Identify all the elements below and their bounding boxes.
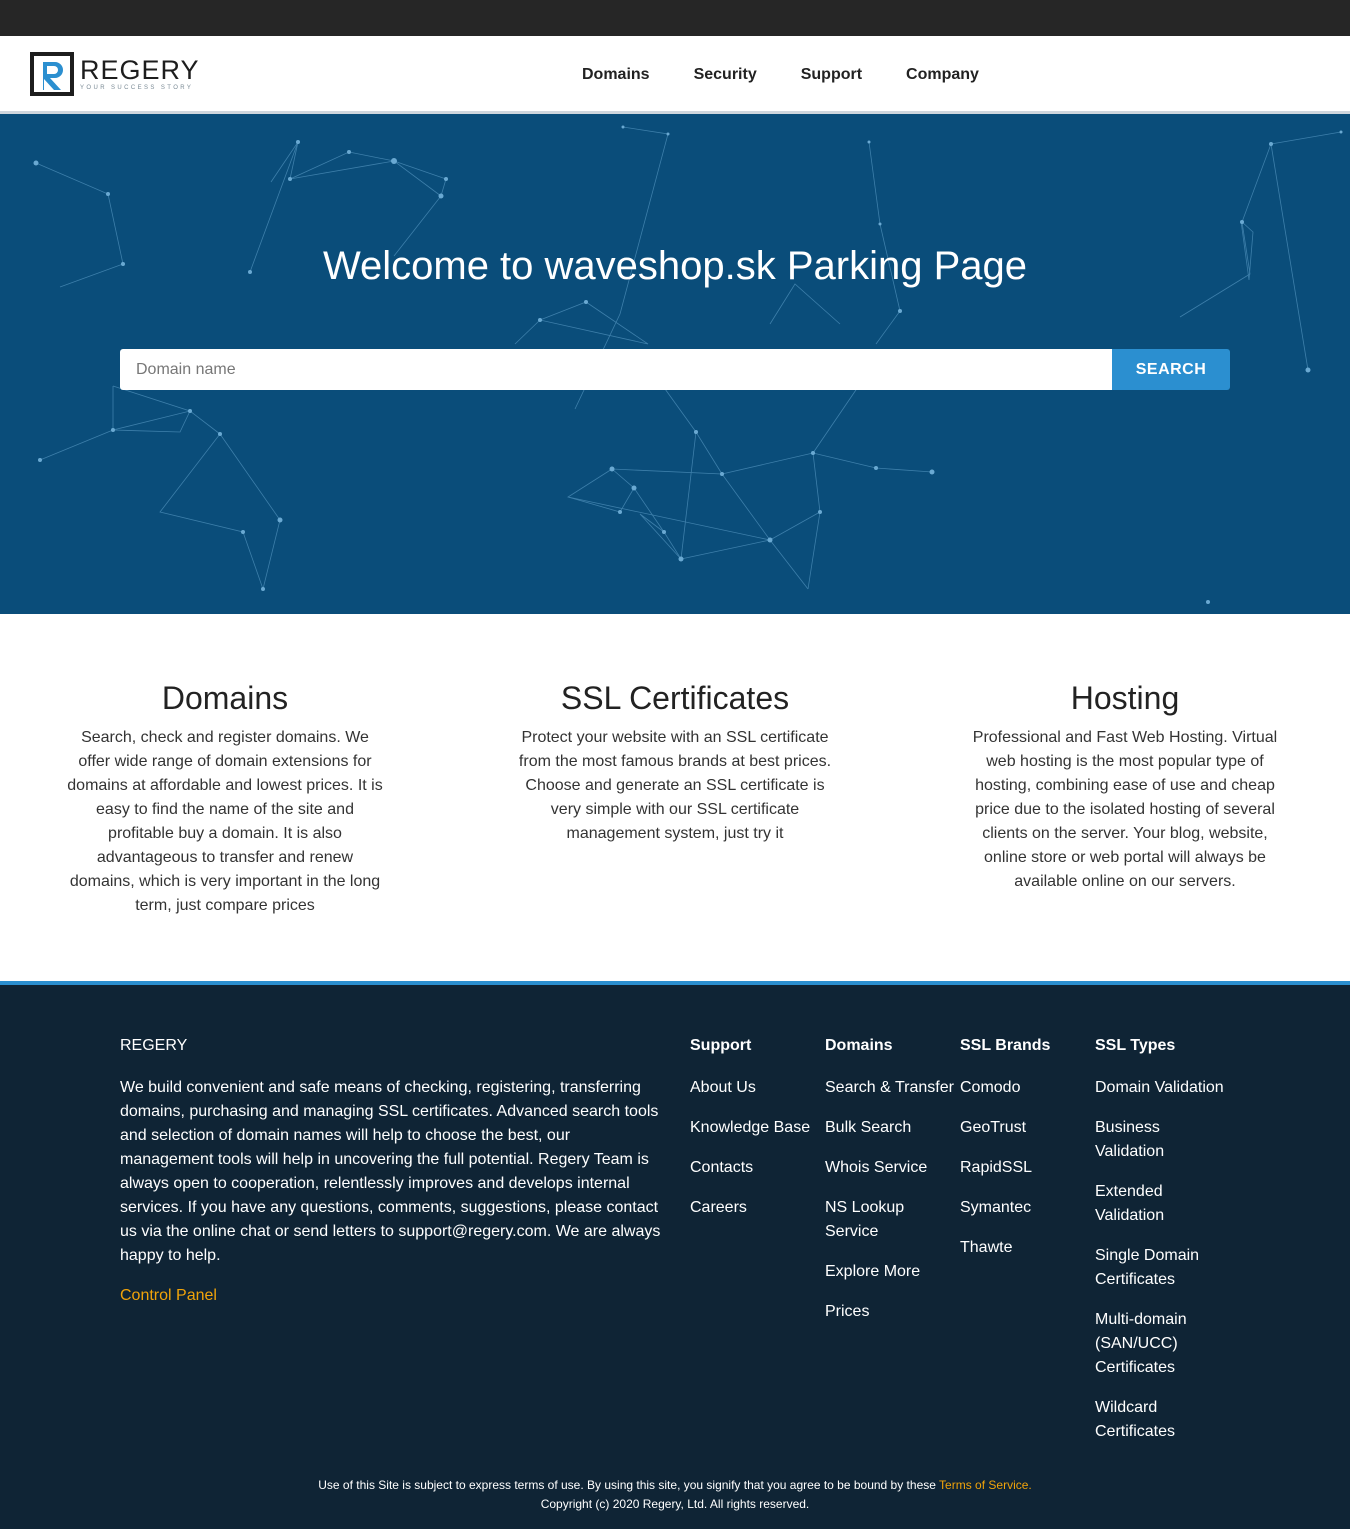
footer-link-knowledge-base[interactable]: Knowledge Base [690,1119,811,1136]
footer-link-geotrust[interactable]: GeoTrust [960,1119,1027,1136]
legal-notice [0,1476,1350,1514]
hero-title: Welcome to waveshop.sk Parking Page [322,244,1028,288]
footer-about [120,1036,665,1308]
regery-logo[interactable] [30,51,200,97]
footer-link-rapidssl[interactable]: RapidSSL [960,1159,1033,1176]
footer-link-single-domain[interactable]: Single Domain Certificates [1095,1247,1200,1288]
footer-link-careers[interactable]: Careers [690,1199,747,1216]
control-panel-link[interactable]: Control Panel [120,1287,217,1304]
footer-link-search-transfer[interactable]: Search & Transfer [825,1079,954,1096]
footer-link-thawte[interactable]: Thawte [960,1239,1013,1256]
domain-search-input[interactable] [120,349,1112,390]
feature-ssl-certificates [515,678,835,846]
legal-text: Use of this Site is subject to express terms of use. By using this site, you signify that you agree to be bound by these [318,1478,936,1492]
feature-domains [65,678,385,918]
footer-link-ns-lookup[interactable]: NS Lookup Service [825,1199,905,1240]
regery-logo-icon [30,52,74,96]
feature-text: Professional and Fast Web Hosting. Virtual web hosting is the most popular type of hosting, combining ease of use and cheap price due to the isolated hosting of several clients on the server. Your blog, website, online store or web portal will always be available online on our servers. [972,729,1278,890]
features-section [0,614,1350,981]
main-nav [560,36,1001,114]
footer-link-extended-validation[interactable]: Extended Validation [1095,1183,1165,1224]
nav-security[interactable]: Security [693,66,757,83]
footer-link-contacts[interactable]: Contacts [690,1159,754,1176]
footer-link-comodo[interactable]: Comodo [960,1079,1021,1096]
hero-section [0,114,1350,614]
feature-hosting [965,678,1285,894]
feature-title: Domains [161,680,289,716]
logo-wordmark: REGERY [80,54,200,85]
footer-link-prices[interactable]: Prices [825,1303,870,1320]
footer-column-ssl-brands [960,1036,1095,1276]
logo-tagline: YOUR SUCCESS STORY [80,84,194,91]
footer-link-business-validation[interactable]: Business Validation [1095,1119,1165,1160]
footer-link-wildcard[interactable]: Wildcard Certificates [1095,1399,1176,1440]
footer-brand: REGERY [120,1037,188,1054]
terms-of-service-link[interactable]: Terms of Service. [939,1478,1032,1492]
footer-column-title: Support [690,1037,752,1054]
site-header [0,36,1350,114]
footer-column-title: SSL Brands [960,1037,1051,1054]
site-footer [0,981,1350,1529]
feature-text: Search, check and register domains. We offer wide range of domain extensions for domains at affordable and lowest prices. It is easy to find the name of the site and profitable buy a domain. It is also advantageous to transfer and renew domains, which is very important in the long term, just compare prices [67,729,383,914]
footer-link-whois-service[interactable]: Whois Service [825,1159,928,1176]
nav-company[interactable]: Company [906,66,979,83]
top-bar [0,0,1350,36]
footer-column-title: Domains [825,1037,893,1054]
copyright: Copyright (c) 2020 Regery, Ltd. All rights reserved. [540,1497,810,1511]
search-button[interactable]: SEARCH [1112,349,1230,390]
footer-link-explore-more[interactable]: Explore More [825,1263,921,1280]
footer-link-bulk-search[interactable]: Bulk Search [825,1119,912,1136]
footer-description: We build convenient and safe means of checking, registering, transferring domains, purchasing and managing SSL certificates. Advanced search tools and selection of domain names will help to choose the best, our management tools will help in uncovering the full potential. Regery Team is always open to cooperation, relentlessly improves and develops internal services. If you have any questions, comments, suggestions, please contact us via the online chat or send letters to support@regery.com. We are always happy to help. [120,1079,661,1264]
feature-text: Protect your website with an SSL certificate from the most famous brands at best prices. Choose and generate an SSL certificate is very simple with our SSL certificate management system, just try it [518,729,832,842]
feature-title: SSL Certificates [560,680,790,716]
footer-column-title: SSL Types [1095,1037,1176,1054]
nav-support[interactable]: Support [800,66,863,83]
footer-link-about-us[interactable]: About Us [690,1079,756,1096]
footer-link-domain-validation[interactable]: Domain Validation [1095,1079,1224,1096]
nav-domains[interactable]: Domains [582,66,650,83]
footer-link-symantec[interactable]: Symantec [960,1199,1032,1216]
footer-column-support [690,1036,825,1236]
footer-link-multi-domain[interactable]: Multi-domain (SAN/UCC) Certificates [1095,1311,1187,1376]
footer-column-domains [825,1036,960,1340]
feature-title: Hosting [1070,680,1180,716]
footer-column-ssl-types [1095,1036,1230,1460]
domain-search-form [120,349,1230,390]
